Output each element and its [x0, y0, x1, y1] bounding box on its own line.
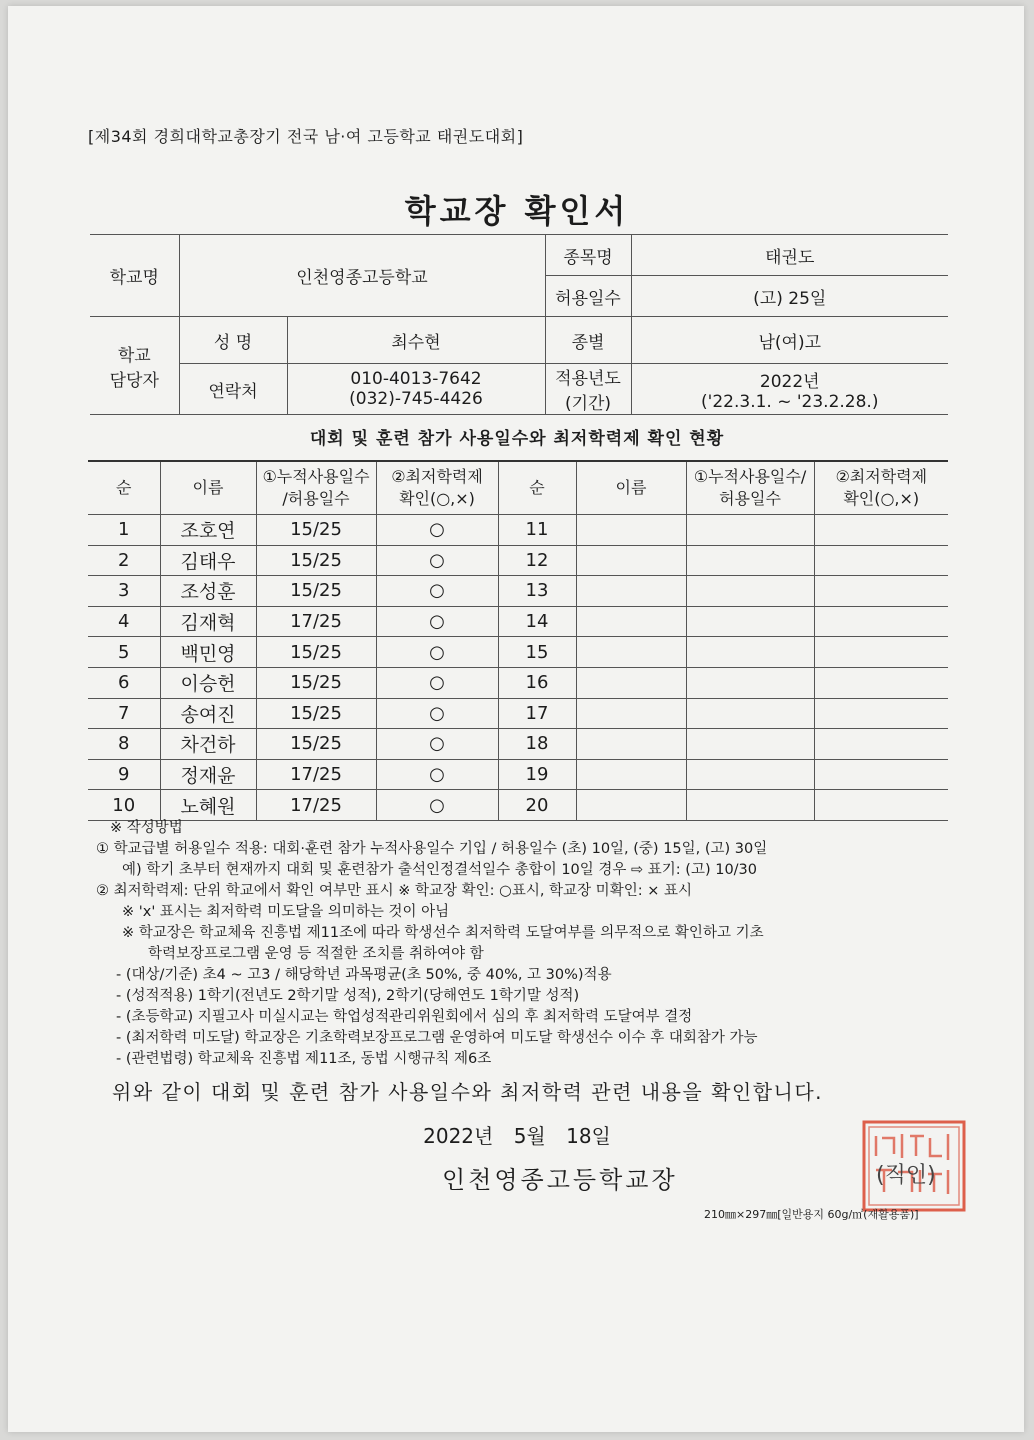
- year-value: [631, 364, 948, 415]
- row-name: 백민영: [160, 637, 256, 668]
- allowed-days-label: 허용일수: [545, 276, 631, 317]
- row-check-right: [814, 545, 948, 576]
- note-1a: ① 학교급별 허용일수 적용: 대회·훈련 참가 누적사용일수 기입 / 허용일수 (초) 10일, (중) 15일, (고) 30일: [96, 841, 768, 857]
- row-no-right: 13: [498, 576, 576, 607]
- year-label-line2: (기간): [564, 394, 612, 414]
- event-value: 태권도: [631, 235, 948, 276]
- row-no-right: 11: [498, 515, 576, 546]
- paper-spec: 210㎜×297㎜[일반용지 60g/㎡(재활용품)]: [704, 1208, 919, 1221]
- row-days: 15/25: [256, 576, 376, 607]
- allowed-days-value: (고) 25일: [631, 276, 948, 317]
- table-row: [88, 606, 948, 637]
- row-check: ○: [376, 545, 498, 576]
- note-3: ※ 'x' 표시는 최저학력 미도달을 의미하는 것이 아님: [122, 904, 450, 920]
- confirmation-statement: 위와 같이 대회 및 훈련 참가 사용일수와 최저학력 관련 내용을 확인합니다.: [112, 1080, 824, 1104]
- row-days-right: [686, 606, 814, 637]
- row-no: 8: [88, 729, 160, 760]
- header-days-right-line1: ①누적사용일수/: [693, 467, 807, 486]
- row-no-right: 17: [498, 698, 576, 729]
- row-no: 9: [88, 759, 160, 790]
- row-no: 3: [88, 576, 160, 607]
- year-label-line1: 적용년도: [555, 369, 621, 389]
- manager-name-label: 성 명: [179, 317, 287, 364]
- table-row: [88, 667, 948, 698]
- row-days: 15/25: [256, 729, 376, 760]
- row-no: 6: [88, 667, 160, 698]
- row-check-right: [814, 667, 948, 698]
- header-days: [256, 461, 376, 515]
- competition-header: [제34회 경희대학교총장기 전국 남·여 고등학교 태권도대회]: [88, 127, 524, 146]
- row-name-right: [576, 729, 686, 760]
- row-name-right: [576, 759, 686, 790]
- row-check-right: [814, 759, 948, 790]
- row-no-right: 14: [498, 606, 576, 637]
- detail-3: - (초등학교) 지필고사 미실시교는 학업성적관리위원회에서 심의 후 최저학력 도달여부 결정: [116, 1009, 693, 1025]
- contact-label: 연락처: [179, 364, 287, 415]
- row-name-right: [576, 545, 686, 576]
- category-value: 남(여)고: [631, 317, 948, 364]
- table-row: [88, 759, 948, 790]
- phone-office: (032)-745-4426: [349, 389, 483, 409]
- row-check: ○: [376, 606, 498, 637]
- row-name-right: [576, 576, 686, 607]
- row-days-right: [686, 637, 814, 668]
- roster-table: [88, 460, 948, 821]
- note-2: ② 최저학력제: 단위 학교에서 확인 여부만 표시 ※ 학교장 확인: ○표시, 학교장 미확인: × 표시: [96, 883, 692, 899]
- row-no: 10: [88, 790, 160, 821]
- row-name: 차건하: [160, 729, 256, 760]
- detail-2: - (성적적용) 1학기(전년도 2학기말 성적), 2학기(당해연도 1학기말 성적): [116, 988, 580, 1004]
- row-no: 4: [88, 606, 160, 637]
- row-no: 1: [88, 515, 160, 546]
- note-4b: 학력보장프로그램 운영 등 적절한 조치를 취하여야 함: [148, 946, 484, 962]
- row-no-right: 15: [498, 637, 576, 668]
- header-days-line1: ①누적사용일수: [262, 467, 370, 486]
- row-check: ○: [376, 729, 498, 760]
- issue-date: 2022년 5월 18일: [423, 1124, 611, 1148]
- row-check: ○: [376, 698, 498, 729]
- seal-label: (직인): [876, 1163, 936, 1188]
- row-no: 2: [88, 545, 160, 576]
- row-name-right: [576, 606, 686, 637]
- year-label: [545, 364, 631, 415]
- row-days: 17/25: [256, 790, 376, 821]
- header-check: [376, 461, 498, 515]
- detail-1: - (대상/기준) 초4 ~ 고3 / 해당학년 과목평균(초 50%, 중 40%, 고 30%)적용: [116, 967, 612, 983]
- header-check-right-line1: ②최저학력제: [835, 467, 928, 486]
- manager-label: [90, 317, 179, 415]
- table-row: [88, 576, 948, 607]
- header-name: 이름: [160, 461, 256, 515]
- row-check-right: [814, 790, 948, 821]
- detail-5: - (관련법령) 학교체육 진흥법 제11조, 동법 시행규칙 제6조: [116, 1051, 492, 1067]
- row-days-right: [686, 545, 814, 576]
- row-check-right: [814, 637, 948, 668]
- row-no-right: 19: [498, 759, 576, 790]
- row-days-right: [686, 729, 814, 760]
- row-no: 5: [88, 637, 160, 668]
- note-1b: 예) 학기 초부터 현재까지 대회 및 훈련참가 출석인정결석일수 총합이 10일 경우 ⇨ 표기: (고) 10/30: [122, 862, 758, 878]
- row-no-right: 12: [498, 545, 576, 576]
- phone-mobile: 010-4013-7642: [350, 369, 482, 389]
- table-row: [88, 515, 948, 546]
- contact-value: [287, 364, 545, 415]
- row-name-right: [576, 637, 686, 668]
- manager-name-value: 최수현: [287, 317, 545, 364]
- row-no: 7: [88, 698, 160, 729]
- header-days-right: [686, 461, 814, 515]
- header-check-line2: 확인(○,×): [399, 489, 475, 508]
- row-check-right: [814, 729, 948, 760]
- row-days-right: [686, 667, 814, 698]
- row-no-right: 20: [498, 790, 576, 821]
- row-days: 15/25: [256, 637, 376, 668]
- school-name-value: 인천영종고등학교: [179, 235, 545, 317]
- header-days-line2: /허용일수: [282, 489, 350, 508]
- document-title: 학교장 확인서: [404, 192, 630, 230]
- row-no-right: 18: [498, 729, 576, 760]
- row-name-right: [576, 667, 686, 698]
- row-name-right: [576, 698, 686, 729]
- header-check-line1: ②최저학력제: [391, 467, 483, 486]
- header-name-right: 이름: [576, 461, 686, 515]
- row-check-right: [814, 515, 948, 546]
- event-label: 종목명: [545, 235, 631, 276]
- row-name-right: [576, 515, 686, 546]
- detail-4: - (최저학력 미도달) 학교장은 기초학력보장프로그램 운영하여 미도달 학생선수 이수 후 대회참가 가능: [116, 1030, 758, 1046]
- row-check: ○: [376, 637, 498, 668]
- row-days: 15/25: [256, 545, 376, 576]
- note-4a: ※ 학교장은 학교체육 진흥법 제11조에 따라 학생선수 최저학력 도달여부를 의무적으로 확인하고 기초: [122, 925, 764, 941]
- row-days-right: [686, 576, 814, 607]
- row-days-right: [686, 759, 814, 790]
- manager-label-line1: 학교: [117, 345, 151, 366]
- category-label: 종별: [545, 317, 631, 364]
- table-row: [88, 790, 948, 821]
- row-check: ○: [376, 667, 498, 698]
- row-name-right: [576, 790, 686, 821]
- header-no-right: 순: [498, 461, 576, 515]
- school-info-table: [90, 234, 948, 415]
- table-row: [88, 637, 948, 668]
- row-days-right: [686, 790, 814, 821]
- row-name: 조호연: [160, 515, 256, 546]
- instructions-notes: [96, 818, 966, 1070]
- principal-name: 인천영종고등학교장: [442, 1166, 678, 1194]
- row-days-right: [686, 515, 814, 546]
- roster-caption: 대회 및 훈련 참가 사용일수와 최저학력제 확인 현황: [309, 429, 725, 449]
- notes-heading: ※ 작성방법: [110, 820, 183, 836]
- row-check-right: [814, 576, 948, 607]
- row-no-right: 16: [498, 667, 576, 698]
- row-check: ○: [376, 790, 498, 821]
- row-check: ○: [376, 576, 498, 607]
- year-value-period: ('22.3.1. ~ '23.2.28.): [701, 391, 879, 412]
- row-name: 김태우: [160, 545, 256, 576]
- row-name: 조성훈: [160, 576, 256, 607]
- header-check-right-line2: 확인(○,×): [843, 489, 920, 508]
- row-days: 15/25: [256, 515, 376, 546]
- row-check: ○: [376, 515, 498, 546]
- manager-label-line2: 담당자: [109, 370, 159, 391]
- row-days: 17/25: [256, 759, 376, 790]
- table-row: [88, 698, 948, 729]
- row-check-right: [814, 606, 948, 637]
- row-name: 송여진: [160, 698, 256, 729]
- row-days: 15/25: [256, 667, 376, 698]
- header-days-right-line2: 허용일수: [719, 489, 781, 508]
- row-check-right: [814, 698, 948, 729]
- header-check-right: [814, 461, 948, 515]
- table-row: [88, 545, 948, 576]
- row-days: 17/25: [256, 606, 376, 637]
- row-days: 15/25: [256, 698, 376, 729]
- table-row: [88, 729, 948, 760]
- year-value-year: 2022년: [759, 371, 820, 392]
- row-name: 노혜원: [160, 790, 256, 821]
- row-name: 정재윤: [160, 759, 256, 790]
- row-name: 이승헌: [160, 667, 256, 698]
- row-days-right: [686, 698, 814, 729]
- header-no: 순: [88, 461, 160, 515]
- row-name: 김재혁: [160, 606, 256, 637]
- school-name-label: 학교명: [90, 235, 179, 317]
- row-check: ○: [376, 759, 498, 790]
